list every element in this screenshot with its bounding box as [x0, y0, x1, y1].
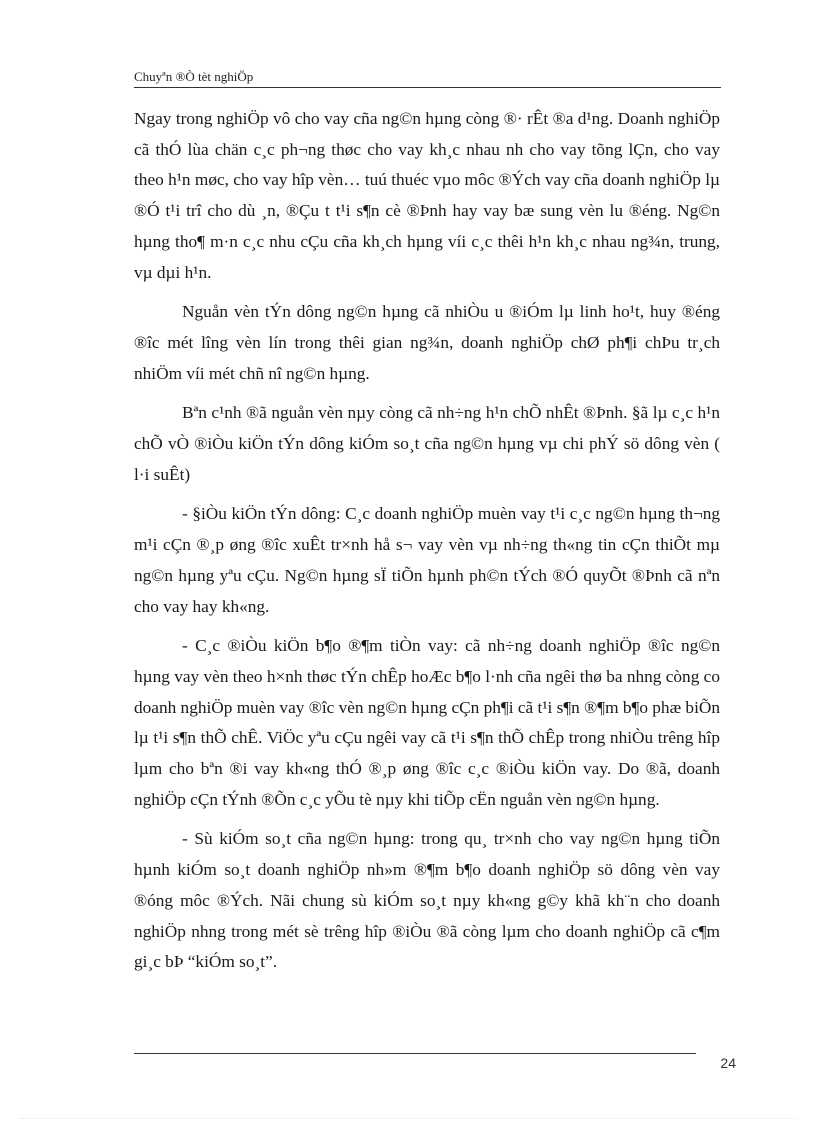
footer-divider — [134, 1053, 696, 1054]
paragraph-credit-conditions: - §iÒu kiÖn tÝn dông: C¸c doanh nghiÖp muèn vay t¹i c¸c ng©n hµng th¬ng m¹i cÇn ®¸p øng ®îc xuÊt tr×nh hå s¬ vay vèn vµ nh÷ng th«ng tin cÇn thiÕt mµ ng©n hµng yªu cÇu. Ng©n hµng sÏ tiÕn hµnh ph©n tÝch ®Ó quyÕt ®Þnh cã nªn cho vay hay kh«ng. — [134, 504, 720, 616]
header-divider — [134, 87, 721, 88]
paragraph-limitations: Bªn c¹nh ®ã nguån vèn nµy còng cã nh÷ng h¹n chÕ nhÊt ®Þnh. §ã lµ c¸c h¹n chÕ vÒ ®iÒu kiÖn tÝn dông kiÓm so¸t cña ng©n hµng vµ chi phÝ sö dông vèn ( l·i suÊt) — [134, 403, 720, 484]
page-bottom-edge — [20, 1118, 796, 1119]
paragraph-loan-types: Ngay trong nghiÖp vô cho vay cña ng©n hµng còng ®· rÊt ®a d¹ng. Doanh nghiÖp cã thÓ lùa chän c¸c ph¬ng thøc cho vay kh¸c nhau nh cho vay tõng lÇn, cho vay theo h¹n møc, cho vay hîp vèn… tuú thuéc vµo môc ®Ých vay cña doanh nghiÖp lµ ®Ó t¹i trî cho dù ¸n, ®Çu t t¹i s¶n cè ®Þnh hay vay bæ sung vèn lu ®éng. Ng©n hµng tho¶ m·n c¸c nhu cÇu cña kh¸ch hµng víi c¸c thêi h¹n kh¸c nhau ng¾n, trung, vµ dµi h¹n. — [134, 109, 720, 282]
paragraph-collateral-conditions: - C¸c ®iÒu kiÖn b¶o ®¶m tiÒn vay: cã nh÷ng doanh nghiÖp ®îc ng©n hµng vay vèn theo h×nh thøc tÝn chÊp hoÆc b¶o l·nh cña ngêi thø ba nhng còng co doanh nghiÖp muèn vay ®îc vèn ng©n hµng cÇn ph¶i cã t¹i s¶n ®¶m b¶o phæ biÕn lµ t¹i s¶n thÕ chÊ. ViÖc yªu cÇu ngêi vay cã t¹i s¶n thÕ chÊp trong nhiÒu trêng hîp lµm cho bªn ®i vay kh«ng thÓ ®¸p øng ®îc c¸c ®iÒu kiÖn vay. Do ®ã, doanh nghiÖp cÇn tÝnh ®Õn c¸c yÕu tè nµy khi tiÕp cËn nguån vèn ng©n hµng. — [134, 636, 720, 809]
paragraph-bank-control: - Sù kiÓm so¸t cña ng©n hµng: trong qu¸ tr×nh cho vay ng©n hµng tiÕn hµnh kiÓm so¸t doanh nghiÖp nh»m ®¶m b¶o doanh nghiÖp sö dông vèn vay ®óng môc ®Ých. Nãi chung sù kiÓm so¸t nµy kh«ng g©y khã kh¨n cho doanh nghiÖp nhng trong mét sè trêng hîp ®iÒu ®ã còng lµm cho doanh nghiÖp cã c¶m gi¸c bÞ “kiÓm so¸t”. — [134, 829, 720, 972]
page-number: 24 — [720, 1055, 736, 1071]
body-text — [134, 104, 720, 987]
paragraph-advantages: Nguån vèn tÝn dông ng©n hµng cã nhiÒu u ®iÓm lµ linh ho¹t, huy ®éng ®îc mét lîng vèn lín trong thêi gian ng¾n, doanh nghiÖp chØ ph¶i chÞu tr¸ch nhiÖm víi mét chñ nî ng©n hµng. — [134, 302, 720, 383]
running-header: Chuyªn ®Ò tèt nghiÖp — [134, 69, 254, 84]
